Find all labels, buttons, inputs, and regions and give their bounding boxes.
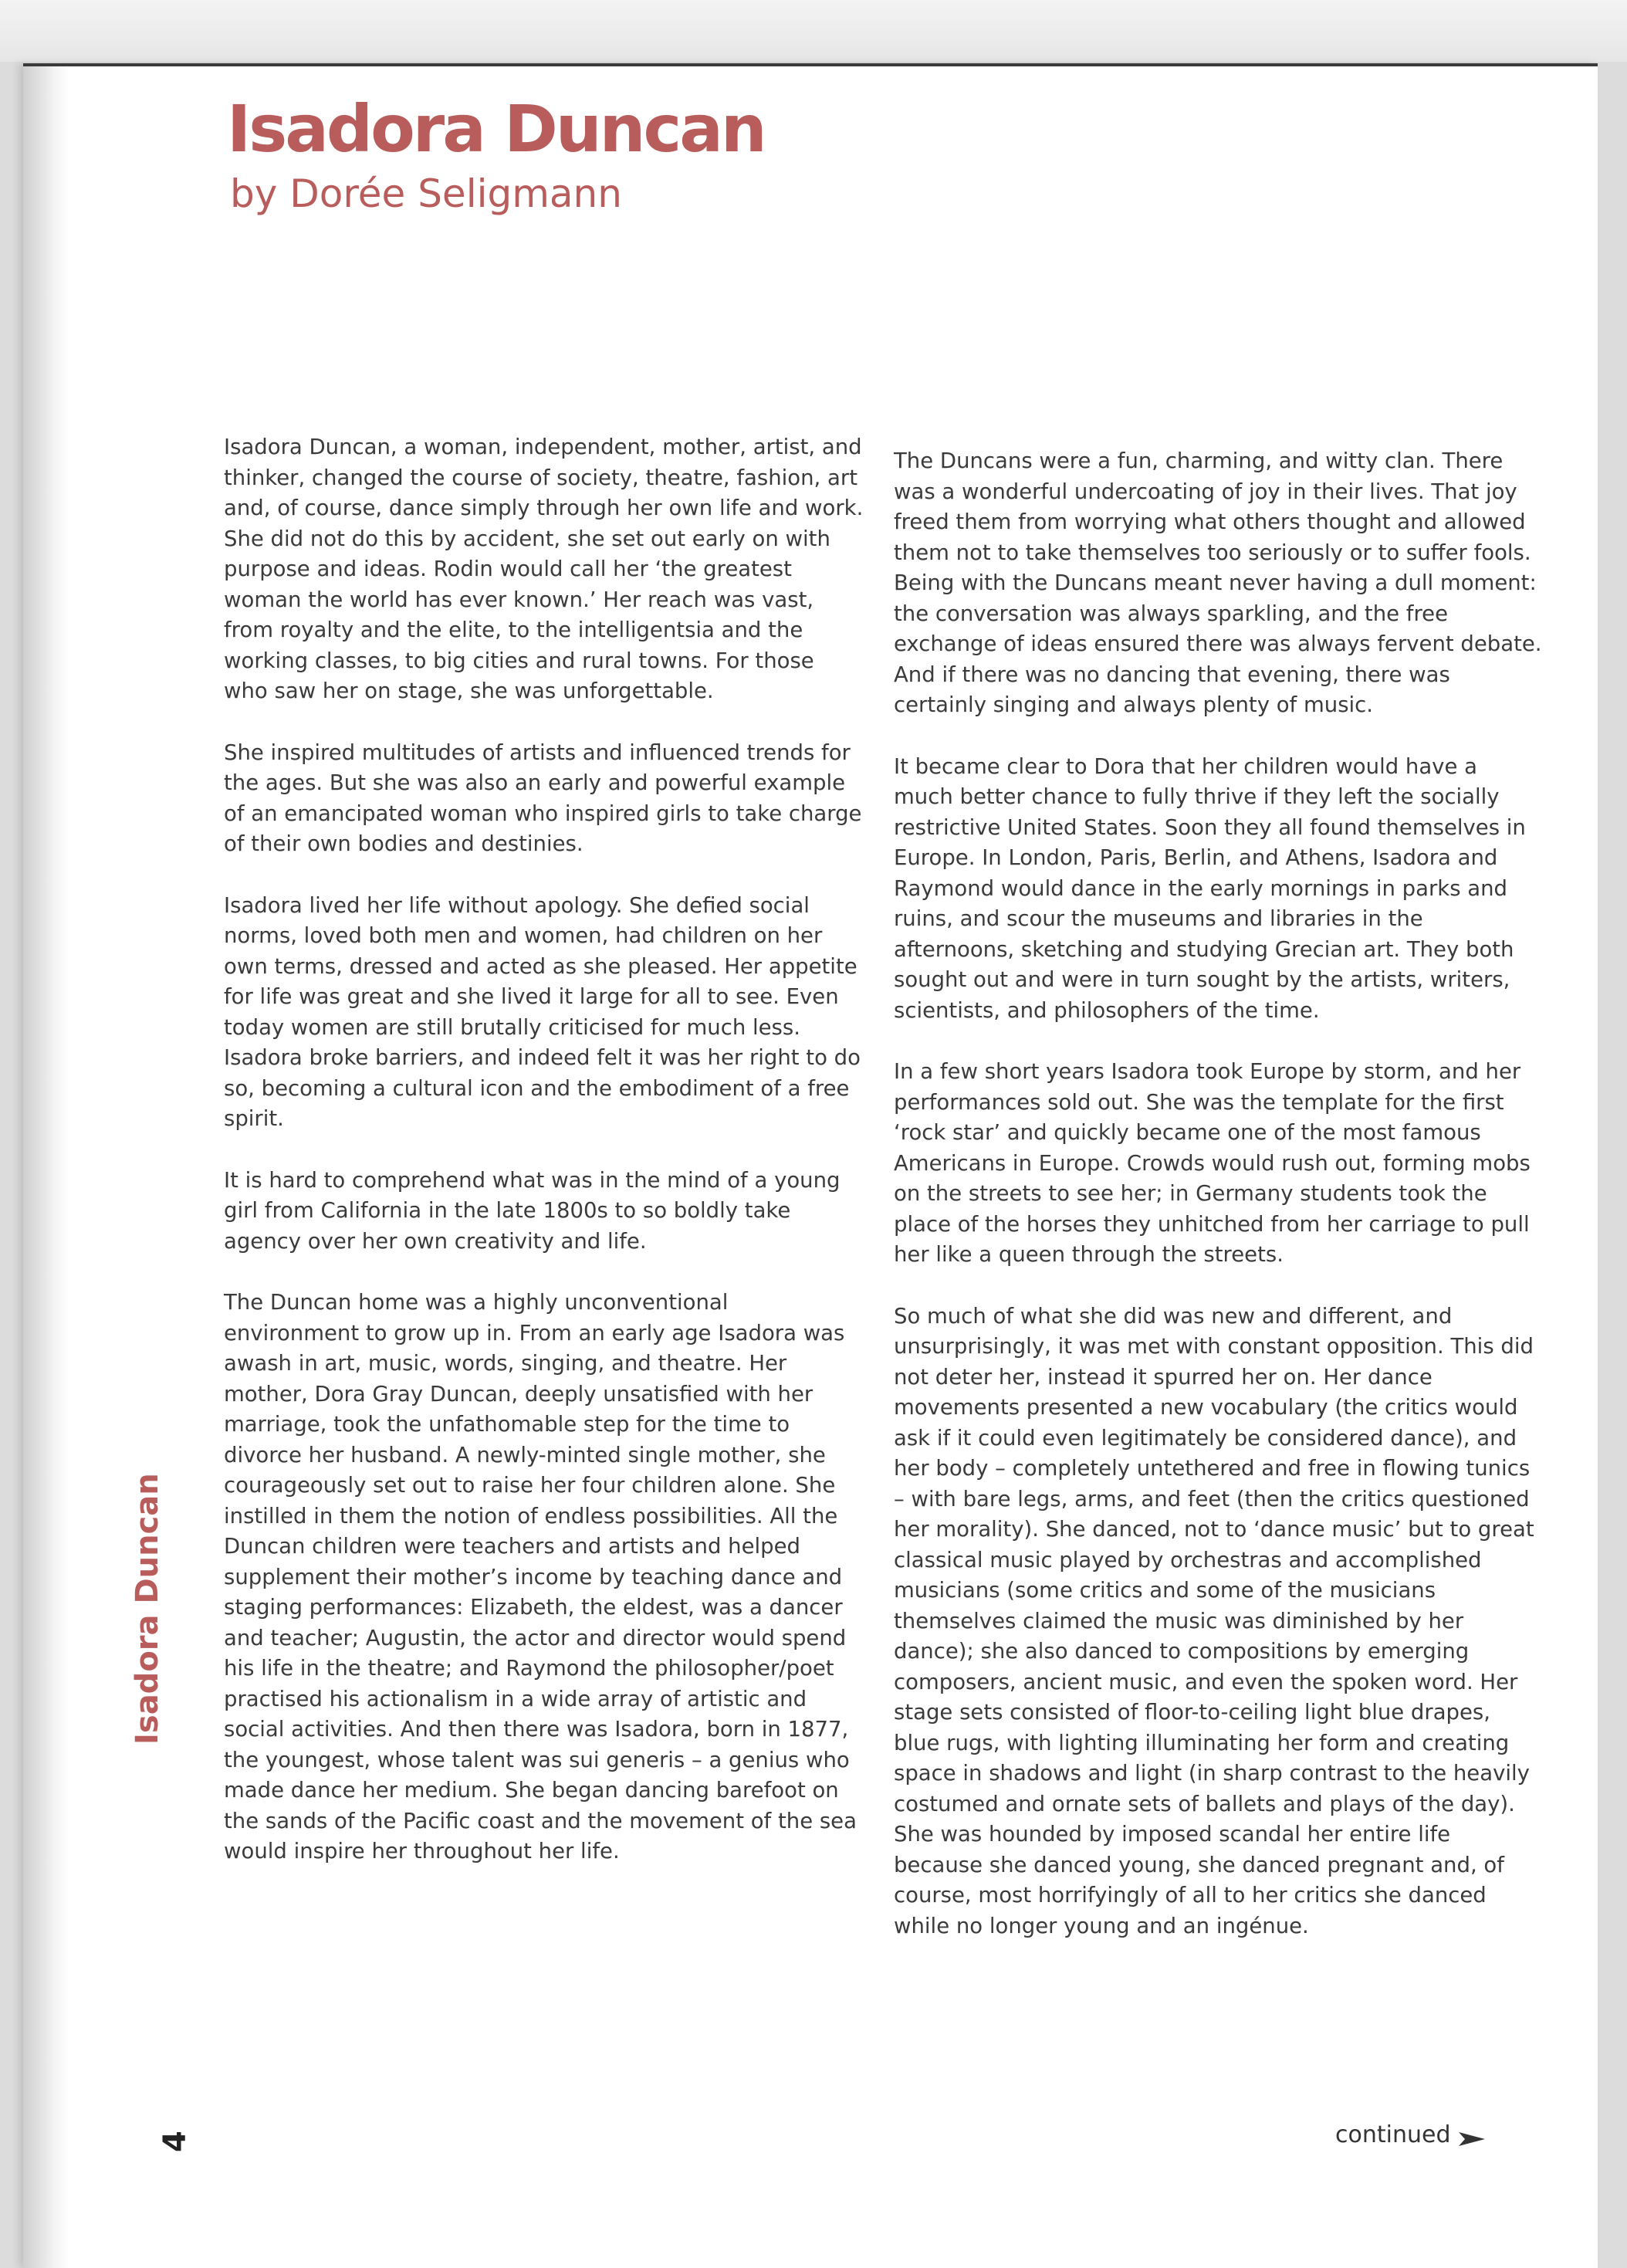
paragraph: It is hard to comprehend what was in the mind of a young girl from California in the late 1800s to so boldly take agency over her own creativity and life. <box>224 1167 841 1254</box>
paragraph: It became clear to Dora that her children would have a much better chance to fully thrive if they left the socially restrictive United States. Soon they all found themselves in Europe. In London, Paris, Berlin, and Athens, Isadora and Raymond would dance in the early mornings in parks and ruins, and scour the museums and libraries in the afternoons, sketching and studying Grecian art. They both sought out and were in turn sought by the artists, writers, scientists, and philosophers of the time. <box>894 753 1526 1023</box>
paragraph: In a few short years Isadora took Europe by storm, and her performances sold out. She was the template for the first ‘rock star’ and quickly became one of the most famous Americans in Europe. Crowds would rush out, forming mobs on the streets to see her; in Germany students took the place of the horses they unhitched from her carriage to pull her like a queen through the streets. <box>894 1059 1531 1267</box>
page-number: 4 <box>157 2131 193 2152</box>
running-title: Isadora Duncan <box>130 1473 165 1745</box>
paragraph: So much of what she did was new and different, and unsurprisingly, it was met with constant opposition. This did not deter her, instead it spurred her on. Her dance movements presented a new vocabulary (the critics would ask if it could even legitimately be considered dance), and her body – completely untethered and free in flowing tunics – with bare legs, arms, and feet (then the critics questioned her morality). She danced, not to ‘dance music’ but to great classical music played by orchestras and accomplished musicians (some critics and some of the musicians themselves claimed the music was diminished by her dance); she also danced to compositions by emerging composers, ancient music, and even the spoken word. Her stage sets consisted of floor-to-ceiling light blue drapes, blue rugs, with lighting illuminating her form and creating space in shadows and light (in sharp contrast to the heavily costumed and ornate sets of ballets and plays of the day). She was hounded by imposed scandal her entire life because she danced young, she danced pregnant and, of course, most horrifyingly of all to her critics she danced while no longer young and an ingénue. <box>894 1303 1534 1938</box>
left-column <box>224 432 864 1898</box>
arrow-right-icon <box>1459 2127 1485 2144</box>
paragraph: Isadora lived her life without apology. She defied social norms, loved both men and women, had children on her own terms, dressed and acted as she pleased. Her appetite for life was great and she lived it large for all to see. Even today women are still brutally criticised for much less. Isadora broke barriers, and indeed felt it was her right to do so, becoming a cultural icon and the embodiment of a free spirit. <box>224 892 861 1131</box>
paragraph: She inspired multitudes of artists and influenced trends for the ages. But she was also an early and powerful example of an emancipated woman who inspired girls to take charge of their own bodies and destinies. <box>224 740 862 856</box>
continued-label: continued <box>1335 2121 1451 2148</box>
article-byline: by Dorée Seligmann <box>230 171 622 216</box>
right-column <box>894 446 1542 1972</box>
continued-indicator <box>1335 2121 1485 2148</box>
paragraph: The Duncans were a fun, charming, and witty clan. There was a wonderful undercoating of joy in their lives. That joy freed them from worrying what others thought and allowed them not to take themselves too seriously or to suffer fools. Being with the Duncans meant never having a dull moment: the conversation was always sparkling, and the free exchange of ideas ensured there was always fervent debate. And if there was no dancing that evening, there was certainly singing and always plenty of music. <box>894 449 1542 717</box>
scan-background <box>0 0 1627 62</box>
paragraph: Isadora Duncan, a woman, independent, mother, artist, and thinker, changed the course of society, theatre, fashion, art and, of course, dance simply through her own life and work. She did not do this by accident, she set out early on with purpose and ideas. Rodin would call her ‘the greatest woman the world has ever known.’ Her reach was vast, from royalty and the elite, to the intelligentsia and the working classes, to big cities and rural towns. For those who saw her on stage, she was unforgettable. <box>224 435 864 703</box>
article-title: Isadora Duncan <box>227 91 765 167</box>
page-gutter-shadow <box>23 66 69 2268</box>
paragraph: The Duncan home was a highly unconventional environment to grow up in. From an early age Isadora was awash in art, music, words, singing, and theatre. Her mother, Dora Gray Duncan, deeply unsatisfied with her marriage, took the unfathomable step for the time to divorce her husband. A newly-minted single mother, she courageously set out to raise her four children alone. She instilled in them the notion of endless possibilities. All the Duncan children were teachers and artists and helped supplement their mother’s income by teaching dance and staging performances: Elizabeth, the eldest, was a dancer and teacher; Augustin, the actor and director would spend his life in the theatre; and Raymond the philosopher/poet practised his actionalism in a wide array of artistic and social activities. And then there was Isadora, born in 1877, the youngest, whose talent was sui generis – a genius who made dance her medium. She began dancing barefoot on the sands of the Pacific coast and the movement of the sea would inspire her throughout her life. <box>224 1290 857 1863</box>
